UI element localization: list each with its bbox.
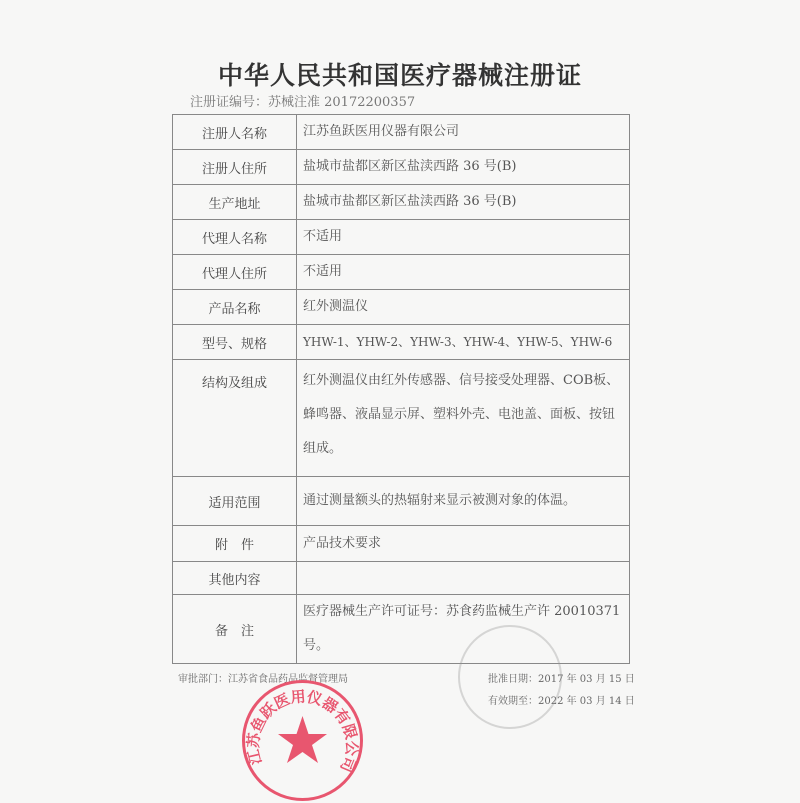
row-value: 红外测温仪由红外传感器、信号接受处理器、COB板、蜂鸣器、液晶显示屏、塑料外壳、电池盖、面板、按钮组成。 [297, 360, 630, 477]
row-label: 结构及组成 [173, 360, 297, 477]
row-label: 注册人住所 [173, 150, 297, 185]
row-label: 型号、规格 [173, 325, 297, 360]
row-value: 医疗器械生产许可证号：苏食药监械生产许 20010371号。 [297, 595, 630, 664]
approval-department: 审批部门：江苏省食品药品监督管理局 [178, 674, 348, 685]
document-title: 中华人民共和国医疗器械注册证 [217, 61, 582, 90]
row-value: YHW-1、YHW-2、YHW-3、YHW-4、YHW-5、YHW-6 [297, 325, 630, 360]
row-label: 附 件 [173, 526, 297, 562]
row-value: 盐城市盐都区新区盐渎西路 36 号(B) [297, 185, 630, 220]
row-value: 盐城市盐都区新区盐渎西路 36 号(B) [297, 150, 630, 185]
table-row [173, 255, 630, 290]
official-seal-stamp [458, 625, 562, 729]
approval-date: 批准日期：2017 年 03 月 15 日 [488, 674, 635, 685]
table-row [173, 185, 630, 220]
row-label: 注册人名称 [173, 115, 297, 150]
table-row [173, 150, 630, 185]
row-label: 生产地址 [173, 185, 297, 220]
table-row [173, 477, 630, 526]
row-label: 备 注 [173, 595, 297, 664]
row-value: 通过测量额头的热辐射来显示被测对象的体温。 [297, 477, 630, 526]
certificate-table [172, 114, 630, 664]
row-label: 代理人住所 [173, 255, 297, 290]
table-row [173, 220, 630, 255]
table-row [173, 526, 630, 562]
table-row [173, 290, 630, 325]
row-label: 代理人名称 [173, 220, 297, 255]
svg-text:江苏鱼跃医用仪器有限公司: 江苏鱼跃医用仪器有限公司 [244, 687, 361, 775]
row-label: 适用范围 [173, 477, 297, 526]
row-value [297, 562, 630, 595]
table-row [173, 360, 630, 477]
table-row [173, 325, 630, 360]
row-value: 不适用 [297, 255, 630, 290]
registration-number: 注册证编号：苏械注准 20172200357 [190, 95, 416, 110]
row-value: 江苏鱼跃医用仪器有限公司 [297, 115, 630, 150]
company-seal-stamp [240, 678, 365, 803]
valid-until: 有效期至：2022 年 03 月 14 日 [488, 696, 635, 707]
table-row [173, 562, 630, 595]
table-row [173, 115, 630, 150]
row-label: 其他内容 [173, 562, 297, 595]
row-value: 不适用 [297, 220, 630, 255]
table-row [173, 595, 630, 664]
row-label: 产品名称 [173, 290, 297, 325]
row-value: 红外测温仪 [297, 290, 630, 325]
row-value: 产品技术要求 [297, 526, 630, 562]
